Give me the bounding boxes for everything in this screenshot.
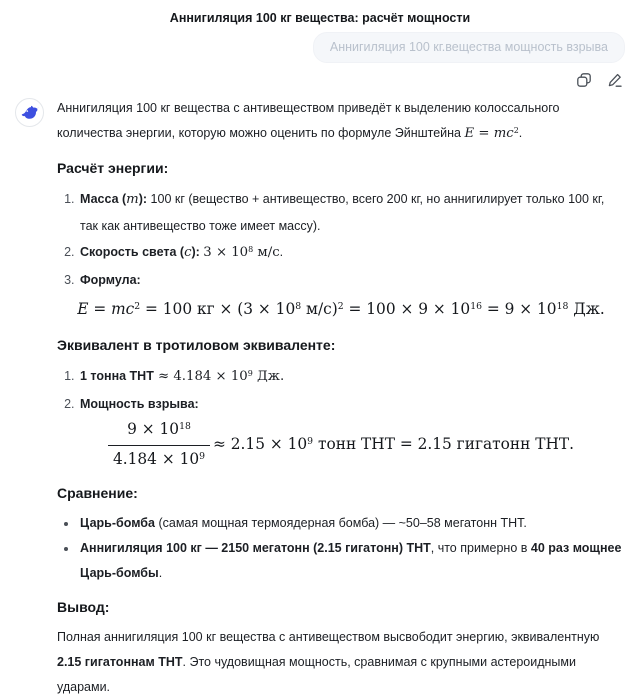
assistant-content (57, 96, 625, 700)
list-item-tsar-bomba: • Царь-бомба (самая мощная термоядерная бомба) — ~50–58 мегатонн ТНТ. (78, 511, 625, 536)
fraction (108, 419, 210, 472)
section-heading-energy: Расчёт энергии: (57, 160, 169, 176)
section-heading-comparison: Сравнение: (57, 485, 138, 501)
fraction-denominator: $4.184 \times 10^9$ (112, 450, 206, 468)
list-item-lightspeed: 2. Скорость света (c): $3 \times 10^8$ м/с. (78, 239, 625, 267)
whale-logo-icon (20, 105, 39, 120)
copy-button[interactable] (576, 72, 592, 88)
fraction-numerator: $9 \times 10^{18}$ (108, 419, 210, 446)
comparison-list (57, 511, 625, 586)
fraction-result: ≈ $2.15 \times 10^9$ тонн ТНТ = 2.15 гигатонн ТНТ. (213, 435, 575, 453)
user-message-bubble: Аннигиляция 100 кг.вещества мощность взрыва (313, 32, 625, 63)
section-heading-conclusion: Вывод: (57, 599, 110, 615)
message-actions (0, 71, 640, 89)
tnt-power-formula (57, 419, 625, 472)
list-item-power: 2. Мощность взрыва: (78, 391, 625, 417)
section-heading-tnt: Эквивалент в тротиловом эквиваленте: (57, 337, 336, 353)
energy-list (57, 186, 625, 293)
assistant-avatar (15, 98, 44, 127)
list-item-formula: 3. Формула: (78, 267, 625, 293)
intro-paragraph: Аннигиляция 100 кг вещества с антивеществом приведёт к выделению колоссального количества энергии, которую можно оценить по формуле Эйнштейна $E = mc^2$. (57, 101, 560, 141)
copy-icon (576, 72, 592, 88)
edit-icon (607, 72, 623, 88)
list-item-tnt-ton: 1. 1 тонна ТНТ ≈ $4.184 \times 10^9$ Дж. (78, 363, 625, 391)
tnt-list (57, 363, 625, 417)
assistant-message (0, 96, 640, 700)
conclusion-paragraph: Полная аннигиляция 100 кг вещества с антивеществом высвободит энергию, эквивалентную 2.15 гигатоннам ТНТ. Это чудовищная мощность, сравнимая с крупными астероидными ударами. (57, 630, 600, 694)
page-title: Аннигиляция 100 кг вещества: расчёт мощности (169, 11, 471, 25)
edit-button[interactable] (607, 72, 623, 88)
energy-formula: $E = mc^2 = 100$ кг × ($3 \times 10^8$ $м/с)^2 = 100 \times 9 \times 10^{16} = 9 \times 10^{18}$ Дж. (77, 300, 605, 318)
user-message-row (0, 32, 640, 63)
list-item-annihilation: • Аннигиляция 100 кг — 2150 мегатонн (2.15 гигатонн) ТНТ, что примерно в 40 раз мощнее Царь-бомбы. (78, 536, 625, 586)
list-item-mass: 1. Масса (m): 100 кг (вещество + антивещество, всего 200 кг, но аннигилирует только 100 кг, так как антивещество тоже имеет массу). (78, 186, 625, 239)
